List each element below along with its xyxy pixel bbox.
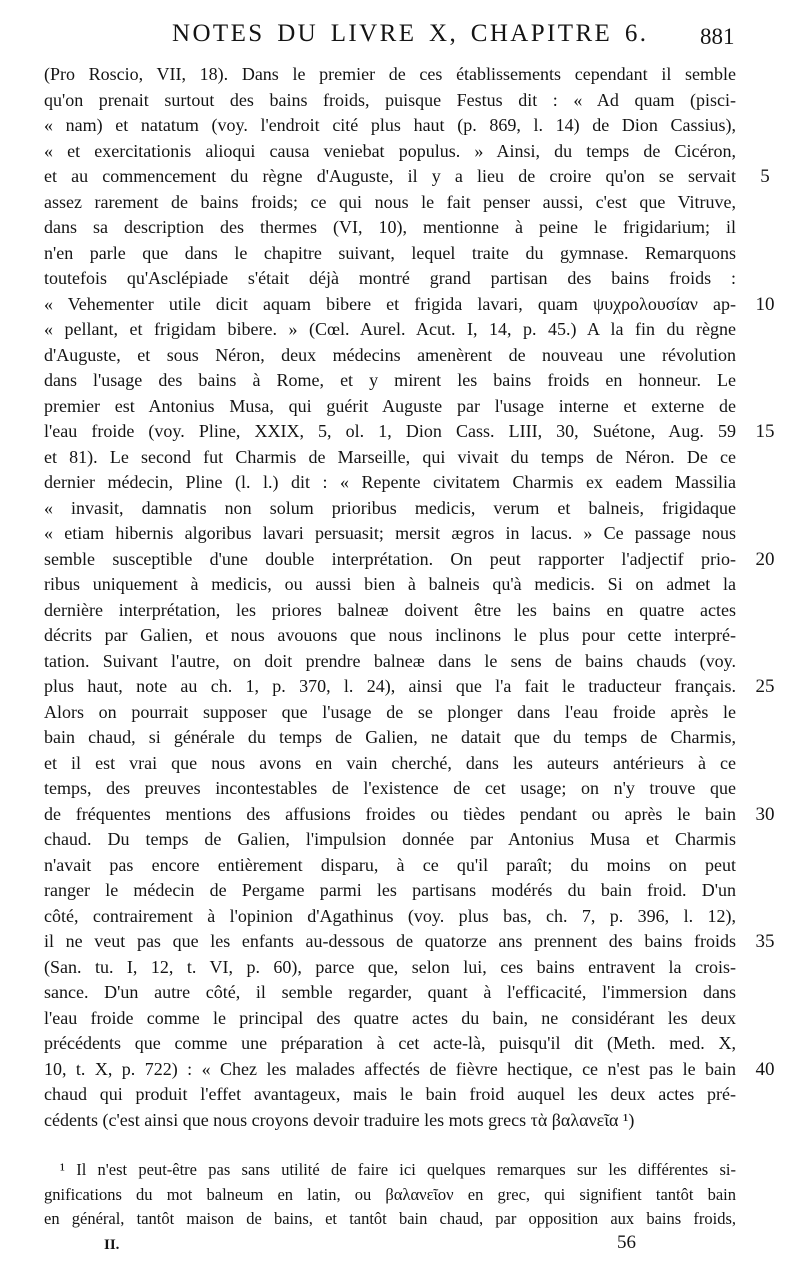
text-line: et 81). Le second fut Charmis de Marseille, qui vivait du temps de Néron. De ce bbox=[44, 446, 736, 467]
running-header bbox=[0, 18, 800, 58]
text-line: n'avait pas encore entièrement disparu, à ce qu'il paraît; du moins on peut bbox=[44, 854, 736, 875]
text-line: (San. tu. I, 12, t. VI, p. 60), parce que, selon lui, ces bains entravent la crois- bbox=[44, 956, 736, 977]
text-line: cédents (c'est ainsi que nous croyons devoir traduire les mots grecs τὰ βαλανεῖα ¹) bbox=[44, 1109, 635, 1130]
text-line: Alors on pourrait supposer que l'usage de se plonger dans l'eau froide après le bbox=[44, 701, 736, 722]
text-line: n'en parle que dans le chapitre suivant, lequel traite du gymnase. Remarquons bbox=[44, 242, 736, 263]
text-line: ranger le médecin de Pergame parmi les partisans modérés du bain froid. D'un bbox=[44, 880, 736, 900]
text-line: dans l'usage des bains à Rome, et y mirent les bains froids en honneur. Le bbox=[44, 370, 736, 390]
text-line: temps, des preuves incontestables de l'existence de cet usage; on n'y trouve que bbox=[44, 778, 736, 798]
signature-mark: II. bbox=[104, 1237, 120, 1253]
folio-number: 56 bbox=[617, 1232, 636, 1253]
text-line: l'eau froide (voy. Pline, XXIX, 5, ol. 1, Dion Cass. LIII, 30, Suétone, Aug. 59 bbox=[44, 421, 736, 441]
page-number: 881 bbox=[700, 24, 735, 49]
line-number: 10 bbox=[755, 293, 775, 315]
line-number: 25 bbox=[755, 676, 775, 697]
text-line: dernière interprétation, les priores balneæ doivent être les bains en quatre actes bbox=[44, 599, 736, 620]
line-number: 5 bbox=[760, 166, 770, 187]
footnote-line: gnifications du mot balneum en latin, ou βαλανεῖον en grec, qui signifient tantôt bain bbox=[44, 1184, 736, 1204]
text-line: 10, t. X, p. 722) : « Chez les malades affectés de fièvre hectique, ce n'est pas le bain bbox=[44, 1058, 736, 1079]
text-line: plus haut, note au ch. 1, p. 370, l. 24), ainsi que l'a fait le traducteur français. bbox=[44, 676, 736, 696]
text-line: dernier médecin, Pline (l. l.) dit : « Repente civitatem Charmis ex eadem Massilia bbox=[44, 472, 736, 492]
running-title: NOTES DU LIVRE X, CHAPITRE 6. bbox=[172, 20, 649, 47]
text-line: il ne veut pas que les enfants au-dessous de quatorze ans prennent des bains froids bbox=[44, 931, 736, 951]
footnote-line: ¹ Il n'est peut-être pas sans utilité de faire ici quelques remarques sur les différentes si- bbox=[60, 1160, 736, 1179]
text-line: semble susceptible d'une double interprétation. On peut rapporter l'adjectif prio- bbox=[44, 548, 736, 569]
text-line: et au commencement du règne d'Auguste, il y a lieu de croire qu'on se servait bbox=[44, 166, 736, 186]
text-line: d'Auguste, et sous Néron, deux médecins amenèrent de nouveau une révolution bbox=[44, 344, 736, 365]
text-line: côté, contrairement à l'opinion d'Agathinus (voy. plus bas, ch. 7, p. 396, l. 12), bbox=[44, 905, 736, 926]
text-line: premier est Antonius Musa, qui guérit Auguste par l'usage interne et externe de bbox=[44, 395, 736, 416]
line-number: 40 bbox=[755, 1058, 775, 1080]
text-line: sance. D'un autre côté, il semble regarder, quant à l'efficacité, l'immersion dans bbox=[44, 982, 736, 1002]
text-line: décrits par Galien, et nous avouons que nous inclinons le plus pour cette interpré- bbox=[44, 625, 736, 645]
text-line: bain chaud, si générale du temps de Galien, ne datait que du temps de Charmis, bbox=[44, 727, 736, 747]
text-line: assez rarement de bains froids; ce qui nous le fait penser aussi, c'est que Vitruve, bbox=[44, 191, 736, 212]
text-line: et il est vrai que nous avons en vain cherché, dans les auteurs antérieurs à ce bbox=[44, 752, 736, 773]
text-line: l'eau froide comme le principal des quatre actes du bain, ne considérant les deux bbox=[44, 1007, 736, 1028]
text-line: (Pro Roscio, VII, 18). Dans le premier de ces établissements cependant il semble bbox=[44, 64, 736, 84]
text-line: tation. Suivant l'autre, on doit prendre balneæ dans le sens de bains chauds (voy. bbox=[44, 650, 736, 671]
text-line: « invasit, damnatis non solum prioribus medicis, verum et balneis, frigidaque bbox=[44, 497, 736, 518]
text-line: toutefois qu'Asclépiade s'était déjà montré grand partisan des bains froids : bbox=[44, 268, 736, 288]
text-line: « et exercitationis alioqui causa veniebat populus. » Ainsi, du temps de Cicéron, bbox=[44, 140, 736, 161]
text-line: de fréquentes mentions des affusions froides ou tièdes pendant ou après le bain bbox=[44, 803, 736, 824]
text-line: chaud. Du temps de Galien, l'impulsion donnée par Antonius Musa et Charmis bbox=[44, 829, 736, 849]
text-line: « Vehementer utile dicit aquam bibere et frigida lavari, quam ψυχρολουσίαν ap- bbox=[44, 293, 736, 314]
text-line: dans sa description des thermes (VI, 10), mentionne à peine le frigidarium; il bbox=[44, 217, 736, 237]
line-number: 30 bbox=[755, 803, 775, 825]
text-line: précédents que comme une préparation à cet acte-là, puisqu'il dit (Meth. med. X, bbox=[44, 1033, 736, 1053]
text-line: « pellant, et frigidam bibere. » (Cœl. Aurel. Acut. I, 14, p. 45.) A la fin du règne bbox=[44, 319, 736, 339]
text-line: ribus uniquement à medicis, ou aussi bien à balneis qu'à medicis. Si on admet la bbox=[44, 574, 736, 594]
line-number: 15 bbox=[755, 421, 775, 442]
line-number: 20 bbox=[755, 548, 775, 570]
line-number: 35 bbox=[755, 931, 775, 952]
text-line: « etiam hibernis algoribus lavari persuasit; mersit ægros in lacus. » Ce passage nous bbox=[44, 523, 736, 543]
footnote-line: en général, tantôt maison de bains, et tantôt bain chaud, par opposition aux bains froids, bbox=[44, 1209, 736, 1228]
text-line: chaud qui produit l'effet avantageux, mais le bain froid auquel les deux actes pré- bbox=[44, 1084, 736, 1104]
text-line: « nam) et natatum (voy. l'endroit cité plus haut (p. 869, l. 14) de Dion Cassius), bbox=[44, 115, 736, 135]
text-line: qu'on prenait surtout des bains froids, puisque Festus dit : « Ad quam (pisci- bbox=[44, 89, 736, 110]
